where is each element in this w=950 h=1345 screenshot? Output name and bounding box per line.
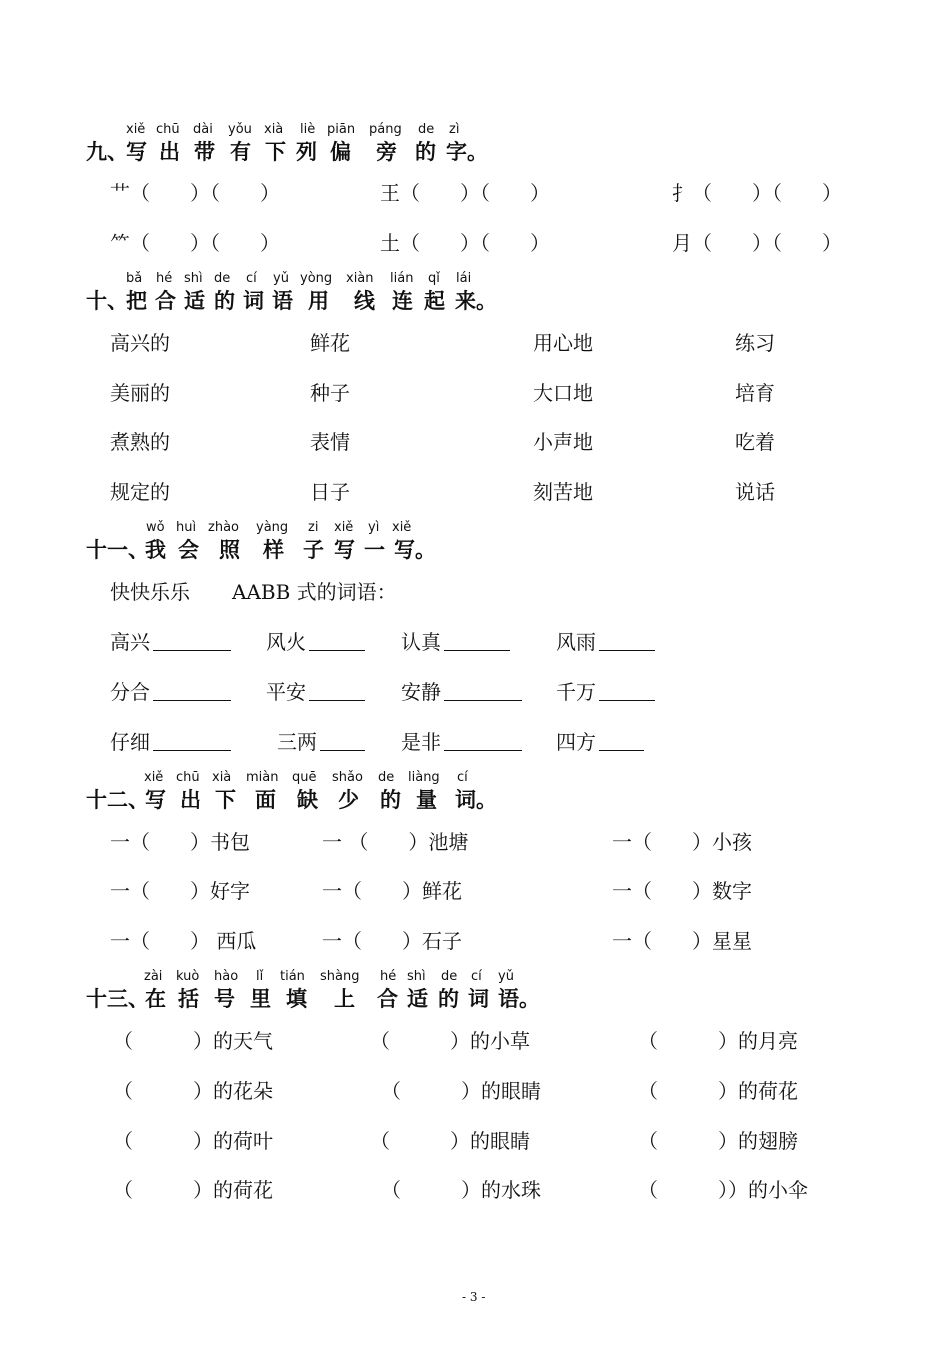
measure-word-item[interactable]: 一（ ）石子: [322, 929, 462, 953]
answer-blank[interactable]: [444, 750, 522, 751]
example-word: 快快乐乐: [110, 580, 190, 604]
heading-char: 量: [416, 788, 437, 812]
heading-char: 把: [126, 289, 147, 313]
pattern-word: 安静: [401, 680, 441, 704]
answer-blank[interactable]: [153, 750, 231, 751]
pinyin: liè: [300, 122, 316, 137]
heading-char: 里: [250, 987, 271, 1011]
pattern-word: 仔细: [110, 730, 150, 754]
radical-item[interactable]: 扌（ ）（ ）: [672, 181, 842, 205]
heading-char: 适: [407, 987, 428, 1011]
answer-blank[interactable]: [320, 750, 365, 751]
answer-blank[interactable]: [153, 650, 231, 651]
pinyin: hé: [380, 969, 397, 984]
heading-char: 的: [380, 788, 401, 812]
example-note: AABB 式的词语：: [232, 580, 397, 604]
heading-char: 少: [338, 788, 359, 812]
section-13-number: 十三、: [86, 987, 149, 1011]
radical-item[interactable]: ⺮（ ）（ ）: [110, 231, 280, 255]
heading-char: 列: [296, 140, 317, 164]
heading-char: 合: [377, 987, 398, 1011]
word-item[interactable]: 种子: [310, 381, 350, 405]
pinyin: zài: [144, 969, 163, 984]
fill-phrase[interactable]: （ ）的荷花: [638, 1079, 798, 1103]
pinyin: yǔ: [498, 969, 514, 984]
pinyin: yòng: [300, 271, 333, 286]
pinyin: miàn: [246, 770, 279, 785]
pinyin: cí: [471, 969, 482, 984]
radical-item[interactable]: 王（ ）（ ）: [380, 181, 550, 205]
heading-char: 适: [184, 289, 205, 313]
measure-word-item[interactable]: 一（ ）数字: [612, 879, 752, 903]
heading-char: 词: [243, 289, 264, 313]
pinyin: lián: [390, 271, 414, 286]
pattern-word: 认真: [401, 630, 441, 654]
word-item[interactable]: 练习: [735, 331, 775, 355]
radical-item[interactable]: 艹（ ）（ ）: [110, 181, 280, 205]
pinyin: xiě: [144, 770, 164, 785]
page-number: - 3 -: [462, 1290, 486, 1304]
heading-char: 词: [468, 987, 489, 1011]
heading-char: 起: [424, 289, 445, 313]
pinyin: de: [418, 122, 435, 137]
pinyin: cí: [246, 271, 257, 286]
pinyin: dài: [193, 122, 213, 137]
pinyin: yì: [368, 520, 380, 535]
heading-char: 括: [178, 987, 199, 1011]
fill-phrase[interactable]: （ ）的水珠: [381, 1178, 541, 1202]
heading-char: 写: [145, 788, 166, 812]
pinyin: hé: [156, 271, 173, 286]
pattern-word: 风火: [266, 630, 306, 654]
heading-char: 面: [255, 788, 276, 812]
pinyin: de: [214, 271, 231, 286]
radical-item[interactable]: 土（ ）（ ）: [380, 231, 550, 255]
measure-word-item[interactable]: 一（ ）书包: [110, 830, 250, 854]
heading-char: 子: [303, 538, 324, 562]
word-item[interactable]: 说话: [735, 480, 775, 504]
answer-blank[interactable]: [444, 650, 510, 651]
pattern-word: 高兴: [110, 630, 150, 654]
pattern-word: 千万: [556, 680, 596, 704]
measure-word-item[interactable]: 一（ ） 西瓜: [110, 929, 257, 953]
pinyin: piān: [327, 122, 356, 137]
heading-char: 缺: [297, 788, 318, 812]
fill-phrase[interactable]: （ ）的小草: [370, 1029, 530, 1053]
answer-blank[interactable]: [599, 700, 655, 701]
pinyin: yǒu: [228, 122, 252, 137]
heading-char: 出: [180, 788, 201, 812]
heading-char: 词。: [455, 788, 497, 812]
section-11-number: 十一、: [86, 538, 149, 562]
word-item[interactable]: 表情: [310, 430, 350, 454]
word-item[interactable]: 高兴的: [110, 331, 170, 355]
pinyin: shàng: [320, 969, 360, 984]
measure-word-item[interactable]: 一 （ ）池塘: [322, 830, 469, 854]
fill-phrase[interactable]: （ ）的月亮: [638, 1029, 798, 1053]
answer-blank[interactable]: [309, 700, 365, 701]
heading-char: 一: [364, 538, 385, 562]
pinyin: xiě: [126, 122, 146, 137]
pinyin: shǎo: [332, 770, 363, 785]
pinyin: yàng: [256, 520, 289, 535]
fill-phrase[interactable]: （ ）的眼睛: [381, 1079, 541, 1103]
heading-char: 连: [392, 289, 413, 313]
pattern-word: 是非: [401, 730, 441, 754]
pinyin: wǒ: [146, 520, 165, 535]
pinyin: zi: [308, 520, 319, 535]
fill-phrase[interactable]: （ ）的花朵: [113, 1079, 273, 1103]
word-item[interactable]: 鲜花: [310, 331, 350, 355]
pinyin: kuò: [176, 969, 200, 984]
answer-blank[interactable]: [309, 650, 365, 651]
pinyin: qǐ: [428, 271, 440, 286]
heading-char: 旁: [376, 140, 397, 164]
pinyin: páng: [369, 122, 402, 137]
section-9-number: 九、: [86, 140, 128, 164]
heading-char: 有: [230, 140, 251, 164]
word-item[interactable]: 培育: [735, 381, 775, 405]
heading-char: 带: [194, 140, 215, 164]
pinyin: bǎ: [126, 271, 143, 286]
fill-phrase[interactable]: （ ）的荷叶: [113, 1129, 273, 1153]
heading-char: 上: [334, 987, 355, 1011]
pinyin: hào: [214, 969, 239, 984]
heading-char: 下: [265, 140, 286, 164]
heading-char: 下: [215, 788, 236, 812]
pinyin: de: [441, 969, 458, 984]
pinyin: zì: [449, 122, 460, 137]
pattern-word: 三两: [277, 730, 317, 754]
heading-char: 在: [145, 987, 166, 1011]
measure-word-item[interactable]: 一（ ）小孩: [612, 830, 752, 854]
pinyin: liàng: [408, 770, 440, 785]
word-item[interactable]: 美丽的: [110, 381, 170, 405]
heading-char: 我: [145, 538, 166, 562]
fill-phrase[interactable]: （ ）的荷花: [113, 1178, 273, 1202]
pattern-word: 风雨: [556, 630, 596, 654]
answer-blank[interactable]: [599, 650, 655, 651]
heading-char: 来。: [455, 289, 497, 313]
answer-blank[interactable]: [599, 750, 644, 751]
answer-blank[interactable]: [153, 700, 231, 701]
pinyin: quē: [292, 770, 317, 785]
section-12-number: 十二、: [86, 788, 149, 812]
heading-char: 填: [286, 987, 307, 1011]
fill-phrase[interactable]: （ ）的眼睛: [370, 1129, 530, 1153]
heading-char: 号: [214, 987, 235, 1011]
fill-phrase[interactable]: （ ）的天气: [113, 1029, 273, 1053]
pinyin: xià: [264, 122, 284, 137]
section-10-number: 十、: [86, 289, 128, 313]
heading-char: 用: [308, 289, 329, 313]
pinyin: cí: [457, 770, 468, 785]
measure-word-item[interactable]: 一（ ）好字: [110, 879, 250, 903]
heading-char: 出: [159, 140, 180, 164]
word-item[interactable]: 小声地: [533, 430, 593, 454]
pattern-word: 平安: [266, 680, 306, 704]
word-item[interactable]: 规定的: [110, 480, 170, 504]
word-item[interactable]: 日子: [310, 480, 350, 504]
word-item[interactable]: 大口地: [533, 381, 593, 405]
pinyin: xià: [212, 770, 232, 785]
pinyin: lǐ: [256, 969, 264, 984]
pinyin: shì: [407, 969, 426, 984]
pinyin: lái: [456, 271, 472, 286]
heading-char: 会: [178, 538, 199, 562]
pinyin: zhào: [208, 520, 239, 535]
pinyin: tián: [280, 969, 305, 984]
word-item[interactable]: 吃着: [735, 430, 775, 454]
measure-word-item[interactable]: 一（ ）鲜花: [322, 879, 462, 903]
pinyin: chū: [156, 122, 180, 137]
word-item[interactable]: 煮熟的: [110, 430, 170, 454]
pinyin: huì: [176, 520, 197, 535]
heading-char: 的: [438, 987, 459, 1011]
word-item[interactable]: 用心地: [533, 331, 593, 355]
heading-char: 的: [415, 140, 436, 164]
radical-item[interactable]: 月（ ）（ ）: [672, 231, 842, 255]
pinyin: yǔ: [273, 271, 289, 286]
pinyin: shì: [184, 271, 203, 286]
heading-char: 写: [126, 140, 147, 164]
heading-char: 语: [272, 289, 293, 313]
measure-word-item[interactable]: 一（ ）星星: [612, 929, 752, 953]
heading-char: 写: [334, 538, 355, 562]
answer-blank[interactable]: [444, 700, 522, 701]
heading-char: 字。: [446, 140, 488, 164]
heading-char: 的: [214, 289, 235, 313]
pinyin: chū: [176, 770, 200, 785]
fill-phrase[interactable]: （ ））的小伞: [638, 1178, 808, 1202]
fill-phrase[interactable]: （ ）的翅膀: [638, 1129, 798, 1153]
pinyin: de: [378, 770, 395, 785]
heading-char: 线: [354, 289, 375, 313]
pinyin: xiě: [334, 520, 354, 535]
word-item[interactable]: 刻苦地: [533, 480, 593, 504]
heading-char: 合: [155, 289, 176, 313]
heading-char: 照: [219, 538, 240, 562]
pinyin: xiàn: [346, 271, 374, 286]
pattern-word: 四方: [556, 730, 596, 754]
heading-char: 语。: [498, 987, 540, 1011]
heading-char: 偏: [330, 140, 351, 164]
pattern-word: 分合: [110, 680, 150, 704]
pinyin: xiě: [392, 520, 412, 535]
heading-char: 样: [263, 538, 284, 562]
heading-char: 写。: [394, 538, 436, 562]
